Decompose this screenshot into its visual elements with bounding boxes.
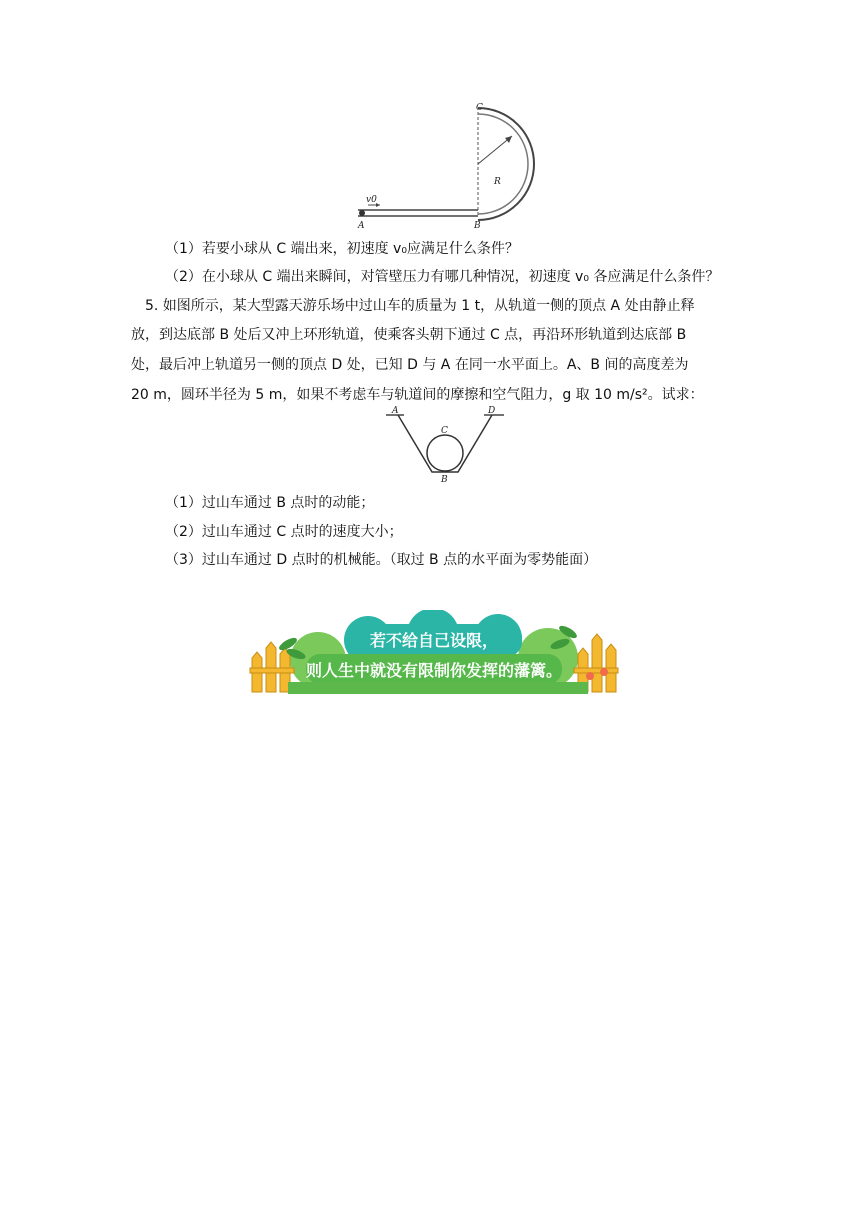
label-A: A <box>358 221 365 230</box>
q5-line1: 5. 如图所示，某大型露天游乐场中过山车的质量为 1 t，从轨道一侧的顶点 A 处由静止释 <box>145 298 695 314</box>
grass-strip <box>288 682 588 694</box>
label-B: B <box>474 221 481 230</box>
q5-line2: 放，到达底部 B 处后又冲上环形轨道，使乘客头朝下通过 C 点，再沿环形轨道到达底部 B <box>131 327 687 343</box>
motto-line1: 若不给自己设限， <box>369 631 499 650</box>
q4-sub2: （2）在小球从 C 端出来瞬间，对管壁压力有哪几种情况，初速度 v₀ 各应满足什么条件？ <box>165 269 720 285</box>
motto-banner <box>248 610 620 696</box>
q5-sub3: （3）过山车通过 D 点时的机械能。（取过 B 点的水平面为零势能面） <box>165 552 598 568</box>
label-A: A <box>392 406 399 416</box>
label-B: B <box>441 475 448 485</box>
label-D: D <box>488 406 496 416</box>
label-C: C <box>476 103 483 113</box>
tube-outer <box>478 108 534 220</box>
motto-line2: 则人生中就没有限制你发挥的藩篱。 <box>305 661 563 680</box>
q5-sub2: （2）过山车通过 C 点时的速度大小； <box>165 524 403 540</box>
label-R: R <box>494 177 501 187</box>
figure-roller-coaster <box>380 402 510 486</box>
q5-line4: 20 m，圆环半径为 5 m，如果不考虑车与轨道间的摩擦和空气阻力，g 取 10 m/s²。试求： <box>131 387 704 403</box>
track-v <box>398 415 492 472</box>
label-C: C <box>441 426 448 436</box>
label-v0: v0 <box>366 195 377 205</box>
flower <box>600 668 608 676</box>
fence-left <box>250 642 294 692</box>
radius-arrowhead <box>505 136 512 143</box>
ball <box>359 210 365 216</box>
q4-sub1: （1）若要小球从 C 端出来，初速度 v₀应满足什么条件？ <box>165 241 519 257</box>
q5-sub1: （1）过山车通过 B 点时的动能； <box>165 495 375 511</box>
flower <box>586 672 594 680</box>
loop <box>427 435 463 471</box>
figure-tube-track <box>350 98 550 230</box>
q5-line3: 处，最后冲上轨道另一侧的顶点 D 处，已知 D 与 A 在同一水平面上。A、B 间的高度差为 <box>131 357 689 373</box>
